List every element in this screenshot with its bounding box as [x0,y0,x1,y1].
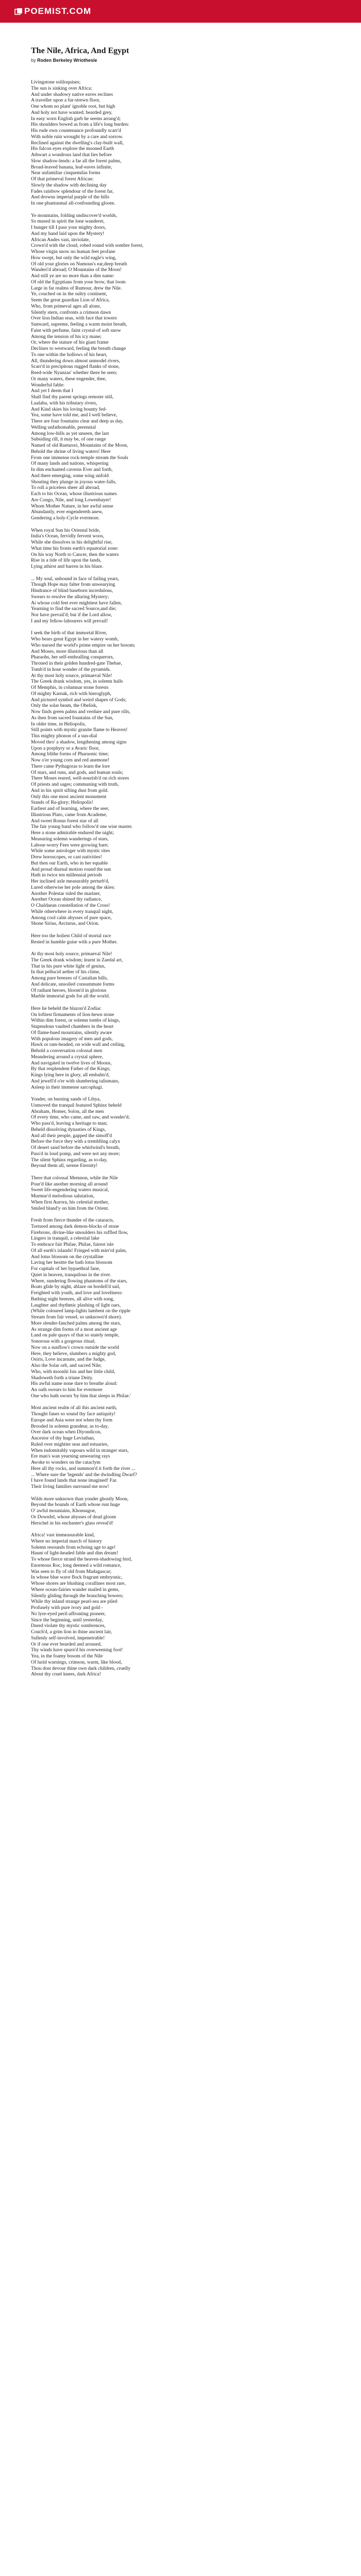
poem-line: And navigated in twelve lives of Moons, [31,1060,112,1066]
poem-line: Where no imperial march of history [31,1538,102,1544]
poem-line: When first Aurora, his celestial mother, [31,1199,109,1205]
poem-line: One whom no plant' ignoble root, but high [31,104,116,109]
poem-line: Freighted with youth, and love and loveliness: [31,1290,123,1296]
poem-line: Of every time, who came, and saw, and wonder'd; [31,1114,130,1121]
poem-line: Where ocean-fairies wander mailed in gems, [31,1586,120,1592]
poem-line: Among blithe forms of Pharaonic time; [31,751,109,757]
poem-line: To embrace fair Philae, Philae, fairest isle [31,1242,114,1247]
poem-line: Of priests and sages; communing with truth, [31,782,119,787]
poem-line: While she dissolves in his delightful rise, [31,539,113,545]
poem-line: Wilds more unknown than yonder ghostly Moon, [31,1496,129,1502]
top-bar [0,0,361,23]
poem-line: Behold a conversation colossal men [31,1048,103,1054]
poem-line: Slow shadow-lends: a far all the forest palms, [31,158,122,164]
poem-line: Another Polestar ruled the mariner, [31,890,101,896]
poem-line: And Kind skies his loving bounty fed- [31,406,107,412]
poem-line: ... Where sure the 'legends' and the dwindling Dwarf? [31,1471,137,1478]
poem-line: His rude own countenance profoundly scarr'd [31,128,121,133]
poem-line: Herschel in his enchanter's glass reveal'd! [31,1520,113,1526]
poem-line: The Greek drank wisdom; learnt in Zaedal art, [31,957,123,963]
poem-line: Nor have prevail'd; but if the Lord allow, [31,612,112,618]
poem-line: Tomb'd in hour wonder of the pyramids. [31,666,111,672]
poem-line: Land on pale quays of that so stately temple, [31,1332,120,1338]
poem-line: Shone Sirius, Arcturus, and Orion. [31,921,100,927]
stacked-card-icon [14,8,23,15]
poem-line: In that pellucid aether of his clime, [31,969,100,975]
poem-line: Of mighty Karnak, rich with hieroglyph, [31,690,111,697]
poem-line: When indomitably vapours wild in stranger stars, [31,1447,129,1453]
poem-line: Hath in twice ten millennial periods [31,872,102,878]
poem-line: Broad-leaved banana, leaf-eaves infinite, [31,164,112,170]
poem-line: Most ancient realm of all this ancient earth, [31,1405,117,1411]
poem-line: And my hand laid upon the Mystery! [31,230,105,236]
poem-line: Who, from primeval ages all alone, [31,303,101,309]
poem-line: Yea, some have told me, and I well believe, [31,412,118,418]
poem-line: Of old the Egyptians from your brow, that loom [31,279,126,285]
poem-line: And Moses, more illustrious than all [31,648,104,654]
poem-line: And drowns imperial purple of the hills [31,194,109,200]
poem-line: Drew horoscopes, or cast nativities! [31,854,102,860]
poem-line: In one phantasmal all-confounding gloom. [31,200,116,206]
author-link[interactable]: Roden Berkeley Wriothesle [37,58,97,63]
poem-line: Within dim forest, or solemn tombs of kings, [31,1018,120,1024]
poem-line: Pass'd in loud pomp, and were not any more; [31,1150,120,1157]
poem-line: Rested in humble guise with a pure Mother. [31,939,118,945]
stanza [31,79,330,207]
poem-line: Since the beginning, until yesterday, [31,1617,103,1623]
poem-line: Awoke to wonders on the cataclym [31,1460,101,1465]
poem-line: Lying athirst and barren in his blaze. [31,564,104,569]
poem-line: Still points with mystic granite flame to Heaven! [31,727,128,733]
poem-line: Beyond them all, serene Eternity! [31,1163,98,1169]
poem-line: Hawk or ram-headed, on wide wall and ceiling, [31,1042,125,1048]
poem-line: Lingers in tranquil, a celestial lake [31,1235,100,1242]
poem-line: Wanderi'd abroad; O Mountains of the Moon! [31,267,122,273]
poem-line: For capitals of her hypaethral fane, [31,1266,101,1272]
poem-line: Marble immortal gods for all the world. [31,993,110,999]
poem-line: About thy cruel knees, dark Africa! [31,1671,101,1677]
stanza [31,1496,330,1527]
poem-line: To whose fierce strand the heaven-shadowing bird, [31,1556,132,1562]
poem-line: And holy not have wanted; bearded grey, [31,109,112,115]
poem-line: Here too the holiest Child of mortal race [31,933,111,939]
poem-line: O' awful mountains, Khonsugoe, [31,1508,96,1514]
poem-line: Though Hope may falter from unwearying [31,582,116,588]
poem-line: And proud diurnal motion round the sun [31,866,111,872]
poem-line: Among pure breezes of Castalian hills, [31,975,108,981]
poem-line: Who nursed the world's prime empire on her bosom; [31,642,136,648]
poem-line: This mighty phonon of a sun-dial [31,733,97,739]
poem-line: Ancestor of thy huge Leviathan, [31,1435,95,1441]
poem-line: Enormous Roc, long deemed a wild romance, [31,1562,122,1568]
poem-line: Scarr'd in precipitous rugged flanks of stone, [31,364,120,370]
poem-line: Also the Solar orb, and sacred Nile; [31,1363,102,1368]
poem-line: From one immense rock-temple stream the Souls [31,454,128,461]
poem-line: Bathing night breezes, all alive with song, [31,1296,114,1302]
poem-line: Thou dost devour thine own dark children, cruelly [31,1665,130,1671]
poem-line: Hindrance of blind baseborn incredulous, [31,588,113,594]
poem-line: Livingstone soliloquises; [31,79,81,85]
poem-line: There Moses reared, well-nourish'd on rich stores [31,775,129,782]
poem-line: Who bears great Egypt in her watery womb, [31,636,119,642]
poem-line: On loftiest firmaments of lion-hewn stone [31,1011,114,1018]
poem-line: An oath swears to him for evermore [31,1387,103,1393]
poem-line: Ai whose cold feet ever mightiest have fallen, [31,600,122,606]
poem-line: Of radiant heroes, bloom'd in glorious [31,987,107,993]
poem-line: Profusely with pure ivory and gold - [31,1605,103,1611]
poem-line: Europe and Asia were not when thy form [31,1417,112,1423]
poem-line: And lotus blossom on the crystalline [31,1253,104,1260]
poem-line: Or Downfel, whose abysses of dead gloom [31,1514,116,1520]
poem-line: And in his spirit sifting dust from gold. [31,787,109,793]
poem-line: Here lie beheld the blazon'd Zodiac [31,1005,102,1011]
stanza [31,576,330,624]
poem-line: And jewell'd o'er with slumbering talismans, [31,1078,120,1084]
poem-line: There are four fountains clear and deep as day, [31,418,124,424]
stanza [31,1405,330,1490]
poem-line: Among the tension of his icy mane; [31,333,102,340]
poem-line: Reed-wide Nyanzas' whether there be seen; [31,370,118,376]
poem-line: In older time, in Heliopolis, [31,721,86,727]
stanza [31,1217,330,1399]
poem-line: Crown'd with the cloud, robed round with sombre forest, [31,243,144,249]
poem-line: Yonder, on burning sands of Libya, [31,1096,101,1102]
poem-line: Before the force they with a tremblling calyx [31,1139,120,1145]
poem-line: With noble ruin wrought by a care and sorrow. [31,133,123,140]
poem-line: Among cool calm abysses of pure space, [31,914,112,921]
poem-line: Of all earth's islands! Fringed with mirr'rd palm, [31,1247,127,1253]
stanza [31,1175,330,1212]
poem-line: Over dark ocean when Diyondicon, [31,1429,102,1435]
poem-line: As strange dim forms of a most ancient age [31,1326,117,1332]
poem-line: And there emerging, some wing unfold [31,472,109,479]
poem-line: There came Pythagoras to learn the lore [31,763,110,769]
poem-line: Slowly the shadow with declining day [31,182,107,188]
poem-line: Asleep in their immense sarcophagi. [31,1084,103,1090]
poem-line: Large in far realms of Rumour, drew the Nile. [31,285,122,291]
poem-line: The sun is sinking over Africa; [31,85,92,91]
poem-line: His shoulders bowed as from a life's long burden: [31,122,129,128]
poem-line: Fades rainbow splendour of the forest far, [31,188,114,194]
poem-line: Lualaba, with his tributary rivers, [31,400,97,406]
poem-line: Earliest and of learning, where the seer, [31,806,109,811]
poem-line: I and my fellow-labourers will prevail! [31,618,108,624]
poem-title: The Nile, Africa, And Egypt [31,46,129,55]
stanza [31,1532,330,1677]
poem-line: Of stars, and runs, and gods, and human souls; [31,769,123,775]
poem-line: Sullenly self-involved, impenetrable! [31,1635,105,1641]
poem-line: But then our Earth, who in her equable [31,860,108,866]
poem-line: Labour-worry Fees were growing bare; [31,842,109,848]
poem-line: In easy worn English garb he seems arrang'd; [31,115,121,122]
stanza [31,951,330,999]
poem-line: Yea, in the foamy bosom of the Nile [31,1653,103,1659]
poem-line: Couch'd, a grim lion in thine ancient lair, [31,1629,112,1635]
poem-line: ... My soul, unbound in face of failing years, [31,575,119,582]
poem-line: His awful name none dare to breathe aloud: [31,1381,118,1387]
poem-line: Of Memphis, in columnar stone forests [31,685,109,690]
poem-line: Only this one most ancient monument [31,793,107,800]
poem-line: Seem the great guardian Lion of Africa, [31,297,110,303]
poem-line: Yearning to find the sacred Source,and die; [31,606,117,612]
poem-line: Whose shores are blushing corallines most rare, [31,1581,126,1586]
poem-line: Stupendous vaulted chambers in the heart [31,1024,114,1029]
poem-line: Or many waters, these engender, thee, [31,376,107,382]
poem-line: Silently stern, confronts a crimson dawn [31,309,111,315]
poem-line: Was seen to fly of old from Madagascar; [31,1568,112,1574]
poem-line: The Greek drank wisdom, yes, in solemn halls [31,679,123,685]
stanza [31,528,330,570]
poem-line: While some astrologer with mystic rites [31,848,110,854]
poem-line: Ye mountains, folding undiscover'd worlds, [31,212,118,218]
poem-line: Thy winds have spurn'd his overweening foot! [31,1647,123,1653]
poem-line: Now o'er young corn and red anemone! [31,757,109,763]
byline [31,58,330,63]
poem-line: Beyond the bounds of Earth whose rust huge [31,1502,120,1508]
poem-line: Subsiding rill, it may be, of one range [31,436,106,443]
poem-line: What time his fronts earth's equatorial zone: [31,545,119,551]
poem-line: As then from sacred fountains of the Sun, [31,715,113,721]
poem-line: Haunt of light-headed fable and dim dream! [31,1550,118,1556]
poem-line: Each to his Ocean, whose illustrious names [31,491,117,497]
poem-line: Laughter and rhythmic plashing of light oars, [31,1302,121,1308]
poem-line: That in his pure white light of genius, [31,963,106,969]
poem-line: Another Ocean shined thy radiance, [31,896,102,903]
stanza [31,630,330,927]
poem-line: Shouting they plunge in joyous water-falls, [31,479,117,485]
poem-line: In whose blue wave flock fragrant embryonic, [31,1574,123,1581]
poem-line: Ruled over mightier seas and estuaries, [31,1441,109,1447]
poem-line: Unmoved the tranquil featured Sphinx beheld [31,1102,122,1108]
poem-line: Kings lying here in glory, all embalm'd, [31,1072,110,1078]
poem-line: Whom Mother Nature, in her awful sense [31,503,113,509]
poem-line: Upon a porphyry or a Avaric floor, [31,745,100,751]
poem-container [0,23,361,1677]
poem-line: Stands of Ra-glory; Heliopolis! [31,800,93,806]
poem-line: And sweet Ronus forest star of all [31,818,99,824]
poem-line: More slender-fanched palms among the stars, [31,1320,121,1326]
poem-line: And pictured symbol and weird shapes of Gods; [31,697,127,703]
stanza [31,1006,330,1091]
poem-line: Brooded in solemn grandeur, as to-day, [31,1423,109,1429]
poem-line: Here, they believe, slumbers a mighty god, [31,1350,116,1357]
poem-line: Boats glide by night, ablaze on bordell'd sail, [31,1284,121,1290]
poem-line: The silent Sphinx regarding, as to-day, [31,1157,108,1163]
poem-line: Reclined against the dwelling's clay-built wall, [31,140,124,146]
stanza [31,213,330,521]
poem-line: Welling unfathomable, perennial [31,424,96,430]
poem-line: Who, with moonlit Isis and her little child, [31,1368,116,1375]
poem-line: Moved thro' a shadow, lengthening among signs [31,739,127,745]
poem-line: At thy most holy source, primaeval Nile! [31,672,112,679]
poem-line: All, thundering down almost unmodel rivers, [31,358,120,364]
poem-line: Abraham, Homer, Solon, all the men [31,1108,104,1114]
poem-line: Silently gliding through the branching bowers; [31,1592,124,1599]
poem-line: Who pass'd, leaving a heritage to man; [31,1121,108,1126]
poem-line: Or, where the stature of his giant frame [31,340,109,346]
poem-line: Osiris, Love incarnate, and the Judge, [31,1357,106,1363]
poem-line: At thy most holy source, primaeval Nile! [31,951,112,957]
poem-line: Here a stone admirable endured the night; [31,830,114,836]
poem-line: Of old your glories on Numous's ear,deep breath [31,261,127,267]
poem-line: With populous imagery of men and gods, [31,1036,113,1042]
poem-line: Of lurid warnings, crimson, warm, like blood, [31,1659,122,1665]
poem-line: Now on a sunflow'r crown outside the world [31,1344,119,1350]
poem-line: Whose virgin snow no human feet profane [31,249,116,255]
stanza [31,1096,330,1169]
poem-line: Near unfamiliar cinquemilas forms [31,170,101,176]
poem-line: Sunward, supreme, feeling a warm moist breath, [31,321,127,327]
poem-line: And all their people, gapped the simoff'd [31,1132,112,1139]
poem-line: Pharaohs, her self-enthralling conquerors, [31,654,114,660]
poem-line: No lyre-eyed peril-affronting pioneer, [31,1611,106,1617]
poem-line: Of many lands and nations, whispering [31,461,109,467]
poem-line: Now finds green palms and verdure and pure rills, [31,709,130,715]
poem-line: I have found lands that none imagined! Far. [31,1478,118,1484]
poem-line: Pour'd like another morning all around [31,1181,108,1187]
poem-line: While thy inland strange pearl-sea are piled [31,1599,118,1605]
poem-line: Solemn resounds from echoing age to age! [31,1544,116,1550]
poem-line: Dared violate thy mystic sombrences, [31,1623,106,1629]
poem-line: O Chaldaean constellation of the Cross! [31,903,110,908]
poem-line: The fair young band who follow'd one wise master. [31,824,133,830]
stanza [31,933,330,945]
poem-line: And yet I deem that I [31,388,73,394]
poem-line: Here all thy rocks, and summon'd it forth the river ... [31,1465,136,1471]
poem-line: Ere man's wan yearning unwearing rays [31,1453,110,1460]
poem-line: Lured otherwise her pole among the skies: [31,884,116,890]
site-logo[interactable] [14,6,91,16]
poem-line: And delicate, unsoiled consummate forms [31,981,114,987]
poem-line: His falcon eyes explore the mooned Earth [31,146,114,152]
poem-line: Fresh from fierce thunder of the cataracts, [31,1217,114,1223]
poem-line: Are Congo, Nile, and long Lowenbayer! [31,497,111,503]
by-label: by [31,58,36,63]
poem-line: African Andes vast, inviolate, [31,236,90,243]
poem-body [31,79,330,1677]
poem-line: Only the solar beam, the Obelisk, [31,703,97,709]
poem-line: Africa! vast immeasurable kind, [31,1532,95,1538]
poem-line: Behold the shrine of living waters! Here [31,448,111,454]
poem-line: And still ye are no more than a dim name: [31,273,114,279]
poem-line: To one within the hollows of his heart, [31,351,108,358]
poem-line: Shadoweth forth a triune Deity. [31,1375,93,1381]
poem-line: How swept, but only the wild eagle's wing, [31,255,117,261]
poem-line: Abundantly, ever engendereth anew, [31,509,103,515]
poem-line: One who hath sworn 'by him that sleeps in Philae.' [31,1393,131,1399]
poem-line: Swears to resolve the alluring Mystery; [31,594,109,600]
poem-line: Sonorous with a gorgeous ritual; [31,1338,96,1344]
poem-line: Stream from fair vessel, so unknown'd shore). [31,1314,122,1320]
poem-line: Smiled bland'y on him from the Orient. [31,1205,109,1211]
poem-line: A traveller upon a fur-strewn floor, [31,97,101,104]
poem-line: On his way North to Cancer, then the waters [31,551,119,557]
poem-line: Throned in their golden hundred-gate Thebae, [31,660,122,666]
poem-line: Wonderful fable: [31,382,65,388]
poem-line: Named of old Ruenzori, Mountains of the Moon, [31,443,128,448]
poem-line: And under shadowy native eaves reclines [31,91,113,97]
poem-line: Of that primeval forest African: [31,176,94,182]
poem-line: Rise in a tide of life upon the lands, [31,557,102,564]
poem-line: Illustrious Plato, came from Academe, [31,811,107,818]
poem-line: Among low-hills as yet unseen, the last [31,430,109,436]
poem-line: Beheld dissolving dynasties of Kings, [31,1126,106,1132]
poem-line: So mused in spirit the lone wanderer, [31,218,105,225]
poem-line: Over lion Indian seas, with face that towers [31,315,117,321]
poem-line: Declines to westward, feeling the breath change [31,346,126,351]
poem-line: (While coloured lamp-lights lambent on the ripple [31,1308,130,1314]
poem-line: I hunger till I pass your mighty doors, [31,225,106,230]
poem-line: By that resplendent Father of the Kings; [31,1066,111,1072]
poem-line: I seek the birth of that immortal River, [31,630,107,636]
poem-line: Athwart a wondrous land that lies before [31,152,112,158]
poem-line: To roll a priceless sheer all abroad, [31,485,100,491]
poem-line: Tortured among dark demon-blocks of stone [31,1223,119,1229]
poem-line: Murmur'd melodious salutation, [31,1193,94,1199]
poem-line: Measuring solemn wanderings of stars, [31,836,109,842]
poem-line: India's Ocean, fervidly fervent woos, [31,533,104,539]
poem-line: Ye, couched on in the sultry continent, [31,291,107,297]
poem-line: Faint with perfume, faint crystal-of soft snow [31,327,121,333]
poem-line: In dim enchanted caverns Ever and forth, [31,467,113,472]
poem-line: Sweet life-engendering waters musical, [31,1187,109,1193]
poem-line: Thought fanes so sound thy face antiquity! [31,1411,116,1417]
poem-line: Shall find thy parent springs remoter still, [31,394,114,400]
poem-line: There that colossal Memnon, while the Nile [31,1175,118,1181]
logo-text: POEMIST.COM [24,6,92,16]
poem-line: Gendering a holy-Cycle evermore. [31,515,100,521]
poem-line: While otherwhere in every tranquil night, [31,908,113,914]
poem-line: Where, sundering flowing phantoms of the stars, [31,1278,128,1284]
poem-line: Firebrons, divine-like smoulders his ruffled flow, [31,1229,128,1235]
poem-line: Her inclined axle measurably perturb'd, [31,878,109,884]
poem-line: Meandering around a crystal sphere, [31,1054,103,1060]
poem-line: When royal Sun his Oriental bride, [31,527,101,533]
poem-line: Quiet in heaven, tranquilous in the river. [31,1272,111,1278]
poem-line: Of flame-hued mountains, silently aware [31,1029,112,1036]
poem-line: Laving her hesitte the bath lotus blossom [31,1260,112,1266]
poem-line: Their living families surround me now! [31,1484,109,1489]
poem-line: Or if one ever bearded and aroused, [31,1641,102,1647]
poem-line: Of desert sand before the whirlwind's breath, [31,1145,120,1150]
